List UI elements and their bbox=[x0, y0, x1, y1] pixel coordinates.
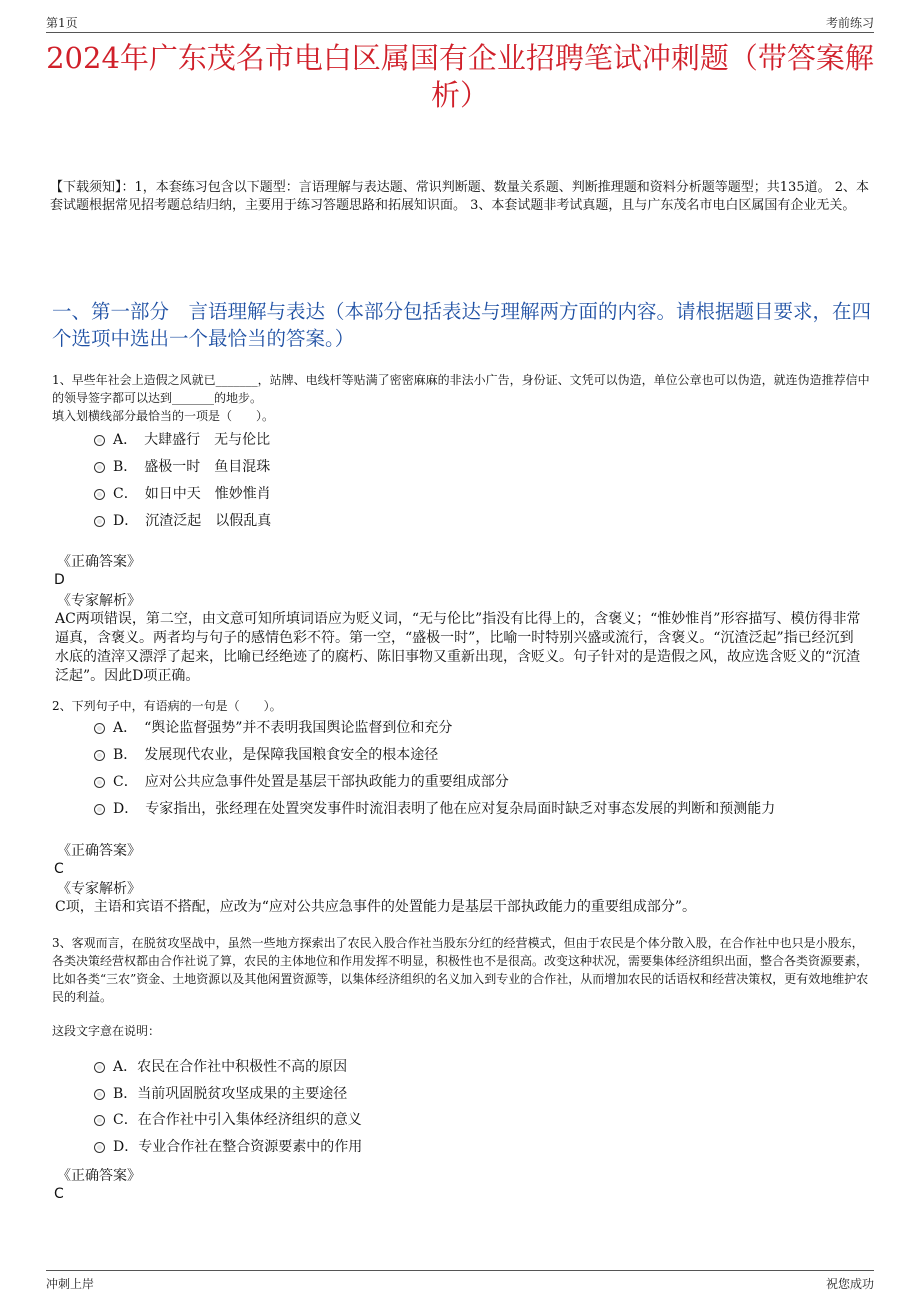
option-d[interactable] bbox=[94, 1138, 362, 1156]
radio-icon[interactable] bbox=[94, 1115, 105, 1126]
explain-heading: 《专家解析》 bbox=[57, 593, 141, 609]
option-label: C． 应对公共应急事件处置是基层干部执政能力的重要组成部分 bbox=[113, 774, 509, 790]
radio-icon[interactable] bbox=[94, 723, 105, 734]
option-d[interactable] bbox=[94, 512, 271, 530]
option-b[interactable] bbox=[94, 458, 270, 476]
option-label: D． 沉渣泛起 以假乱真 bbox=[113, 513, 272, 529]
page-number: 第1页 bbox=[46, 16, 78, 30]
radio-icon[interactable] bbox=[94, 1089, 105, 1100]
explain-heading: 《专家解析》 bbox=[57, 881, 141, 897]
option-c[interactable] bbox=[94, 1111, 362, 1129]
option-label: D． 专家指出，张经理在处置突发事件时流泪表明了他在应对复杂局面时缺乏对事态发展的判断和预测能力 bbox=[113, 801, 776, 817]
answer-value: D bbox=[54, 572, 65, 588]
document-title: 2024年广东茂名市电白区属国有企业招聘笔试冲刺题（带答案解析） bbox=[46, 41, 874, 112]
question-prompt: 这段文字意在说明： bbox=[52, 1024, 161, 1038]
answer-value: C bbox=[54, 861, 64, 877]
option-label: A． 大肆盛行 无与伦比 bbox=[113, 432, 271, 448]
radio-icon[interactable] bbox=[94, 750, 105, 761]
option-a[interactable] bbox=[94, 431, 270, 449]
option-label: C．在合作社中引入集体经济组织的意义 bbox=[113, 1112, 362, 1128]
answer-value: C bbox=[54, 1186, 64, 1202]
radio-icon[interactable] bbox=[94, 435, 105, 446]
radio-icon[interactable] bbox=[94, 1142, 105, 1153]
option-label: B． 发展现代农业，是保障我国粮食安全的根本途径 bbox=[113, 747, 439, 763]
radio-icon[interactable] bbox=[94, 489, 105, 500]
radio-icon[interactable] bbox=[94, 777, 105, 788]
question-prompt: 填入划横线部分最恰当的一项是（ ）。 bbox=[52, 409, 275, 423]
question-text: 1、早些年社会上造假之风就已_______，站牌、电线杆等贴满了密密麻麻的非法小广告，身份证、文凭可以伪造，单位公章也可以伪造，就连伪造推荐信中的领导签字都可以达到_______的地步。 bbox=[52, 373, 870, 405]
footer-right: 祝您成功 bbox=[825, 1277, 874, 1291]
footer-left: 冲刺上岸 bbox=[46, 1277, 95, 1291]
option-label: B．当前巩固脱贫攻坚成果的主要途径 bbox=[113, 1086, 348, 1102]
page-header bbox=[46, 10, 874, 33]
header-label: 考前练习 bbox=[825, 16, 874, 30]
option-label: B． 盛极一时 鱼目混珠 bbox=[113, 459, 271, 475]
radio-icon[interactable] bbox=[94, 1062, 105, 1073]
answer-heading: 《正确答案》 bbox=[57, 1168, 141, 1184]
option-label: C． 如日中天 惟妙惟肖 bbox=[113, 486, 271, 502]
question-2 bbox=[52, 697, 872, 715]
answer-heading: 《正确答案》 bbox=[57, 843, 141, 859]
option-a[interactable] bbox=[94, 1058, 347, 1076]
page-footer bbox=[46, 1270, 874, 1293]
question-3 bbox=[52, 934, 872, 1040]
option-label: D．专业合作社在整合资源要素中的作用 bbox=[113, 1139, 363, 1155]
option-d[interactable] bbox=[94, 800, 775, 818]
option-label: A．农民在合作社中积极性不高的原因 bbox=[113, 1059, 348, 1075]
explanation-text: AC两项错误，第二空，由文意可知所填词语应为贬义词，“无与伦比”指没有比得上的，含褒义；“惟妙惟肖”形容描写、模仿得非常逼真，含褒义。两者均与句子的感情色彩不符。第一空，“盛极一时”，比喻一时特别兴盛或流行，含褒义。“沉渣泛起”指已经沉到水底的渣滓又漂浮了起来，比喻已经绝迹了的腐朽、陈旧事物又重新出现，含贬义。句子针对的是造假之风，故应选含贬义的“沉渣泛起”。因此D项正确。 bbox=[55, 611, 861, 684]
option-b[interactable] bbox=[94, 1085, 347, 1103]
download-notice: 【下载须知】：1，本套练习包含以下题型：言语理解与表达题、常识判断题、数量关系题、判断推理题和资料分析题等题型；共135道。 2、本套试题根据常见招考题总结归纳，主要用于练习答题思路和拓展知识面。 3、本套试题非考试真题，且与广东茂名市电白区属国有企业无关。 bbox=[50, 180, 869, 213]
option-label: A． “舆论监督强势”并不表明我国舆论监督到位和充分 bbox=[113, 720, 453, 736]
option-c[interactable] bbox=[94, 773, 509, 791]
radio-icon[interactable] bbox=[94, 462, 105, 473]
radio-icon[interactable] bbox=[94, 516, 105, 527]
radio-icon[interactable] bbox=[94, 804, 105, 815]
question-text: 3、客观而言，在脱贫攻坚战中，虽然一些地方探索出了农民入股合作社当股东分红的经营模式，但由于农民是个体分散入股，在合作社中也只是小股东，各类决策经营权都由合作社说了算，农民的主体地位和作用发挥不明显，积极性也不是很高。改变这种状况，需要集体经济组织出面，整合各类资源要素，比如各类“三农”资金、土地资源以及其他闲置资源等，以集体经济组织的名义加入到专业的合作社，从而增加农民的话语权和经营决策权，更有效地维护农民的利益。 bbox=[52, 936, 869, 1004]
option-a[interactable] bbox=[94, 719, 452, 737]
question-1 bbox=[52, 371, 872, 425]
option-b[interactable] bbox=[94, 746, 438, 764]
question-text: 2、下列句子中，有语病的一句是（ ）。 bbox=[52, 699, 282, 713]
option-c[interactable] bbox=[94, 485, 271, 503]
answer-heading: 《正确答案》 bbox=[57, 554, 141, 570]
explanation-text: C项，主语和宾语不搭配，应改为“应对公共应急事件的处置能力是基层干部执政能力的重要组成部分”。 bbox=[55, 899, 697, 915]
section-title: 一、第一部分 言语理解与表达（本部分包括表达与理解两方面的内容。请根据题目要求，在四个选项中选出一个最恰当的答案。） bbox=[52, 300, 872, 350]
